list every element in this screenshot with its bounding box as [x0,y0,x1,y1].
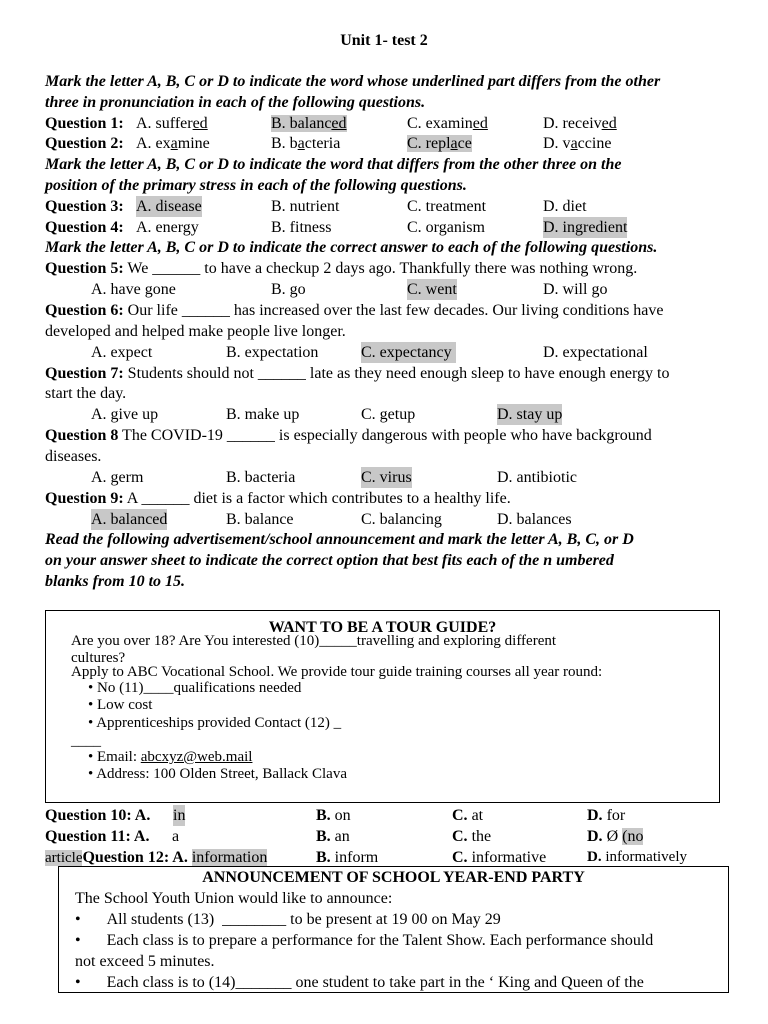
q8-option-b[interactable]: B. bacteria [226,469,296,486]
q6-option-d[interactable]: D. expectational [543,344,648,361]
q9-option-d[interactable]: D. balances [497,511,572,528]
q8-option-a[interactable]: A. germ [91,469,144,486]
announcement-item-2: • Each class is to prepare a performance for the Talent Show. Each performance should [75,932,654,949]
ad-bullet-1: • No (11)____qualifications needed [88,680,302,696]
q9-option-c[interactable]: C. balancing [361,511,442,528]
q5-option-a[interactable]: A. have gone [91,281,176,298]
instruction-reading-line2: on your answer sheet to indicate the correct option that best fits each of the n umbered [45,552,614,569]
q10-option-b[interactable]: B. on [316,807,351,824]
instruction-stress-line2: position of the primary stress in each of the following questions. [45,177,467,194]
question-12-row: articleQuestion 12: A. information [45,849,268,866]
q7-option-b[interactable]: B. make up [226,406,300,423]
instruction-pronunciation-line2: three in pronunciation in each of the following questions. [45,94,426,111]
q4-option-d[interactable]: D. ingredient [543,219,628,236]
question-11-label: Question 11: A. [45,828,150,845]
question-8-stem-cont: diseases. [45,448,102,465]
q3-option-d[interactable]: D. diet [543,198,587,215]
announcement-item-1: • All students (13) ________ to be present at 19 00 on May 29 [75,911,501,928]
q4-option-b[interactable]: B. fitness [271,219,332,236]
q4-option-c[interactable]: C. organism [407,219,485,236]
q1-option-d[interactable]: D. received [543,115,617,132]
q2-option-d[interactable]: D. vaccine [543,135,612,152]
q12-option-d[interactable]: D. informatively [587,849,687,865]
q5-option-b[interactable]: B. go [271,281,306,298]
question-8-stem: Question 8 The COVID-19 ______ is especially dangerous with people who have background [45,427,652,444]
q1-option-a[interactable]: A. suffered [136,115,208,132]
q3-option-c[interactable]: C. treatment [407,198,487,215]
instruction-reading-line3: blanks from 10 to 15. [45,573,186,590]
q7-option-c[interactable]: C. getup [361,406,416,423]
question-6-stem: Question 6: Our life ______ has increased over the last few decades. Our living conditions have [45,302,664,319]
ad-bullet-address: • Address: 100 Olden Street, Ballack Clava [88,766,347,782]
q11-option-d[interactable]: D. Ø (no [587,828,644,845]
q10-option-d[interactable]: D. for [587,807,626,824]
announcement-heading: ANNOUNCEMENT OF SCHOOL YEAR-END PARTY [202,869,585,886]
q12-option-c[interactable]: C. informative [452,849,547,866]
q3-option-b[interactable]: B. nutrient [271,198,340,215]
q9-option-b[interactable]: B. balance [226,511,294,528]
q5-option-c[interactable]: C. went [407,281,457,298]
ad-line-3: Apply to ABC Vocational School. We provide tour guide training courses all year round: [71,664,603,680]
q2-option-c[interactable]: C. replace [407,135,472,152]
q2-option-a[interactable]: A. examine [136,135,210,152]
ad-line-1: Are you over 18? Are You interested (10)_____travelling and exploring different [71,633,557,649]
question-7-stem: Question 7: Students should not ______ late as they need enough sleep to have enough energy to [45,365,670,382]
announcement-item-2-cont: not exceed 5 minutes. [75,953,215,970]
q1-option-c[interactable]: C. examined [407,115,488,132]
ad-line-2: cultures? [71,650,126,666]
q6-option-a[interactable]: A. expect [91,344,153,361]
question-3-label: Question 3: [45,198,124,215]
question-4-label: Question 4: [45,219,124,236]
question-2-label: Question 2: [45,135,124,152]
advertisement-heading: WANT TO BE A TOUR GUIDE? [268,619,497,636]
q9-option-a[interactable]: A. balanced [91,511,168,528]
q10-option-a[interactable]: in [173,807,186,824]
instruction-stress-line1: Mark the letter A, B, C or D to indicate the word that differs from the other three on the [45,156,622,173]
question-10-label: Question 10: A. [45,807,151,824]
q2-option-b[interactable]: B. bacteria [271,135,341,152]
ad-blank-line: ____ [71,733,101,749]
q11-option-b[interactable]: B. an [316,828,350,845]
q8-option-c[interactable]: C. virus [361,469,412,486]
q1-option-b[interactable]: B. balanced [271,115,347,132]
announcement-item-3: • Each class is to (14)_______ one student to take part in the ‘ King and Queen of the [75,974,644,991]
instruction-correct-answer: Mark the letter A, B, C or D to indicate the correct answer to each of the following questions. [45,239,658,256]
instruction-reading-line1: Read the following advertisement/school announcement and mark the letter A, B, C, or D [45,531,634,548]
question-5-stem: Question 5: We ______ to have a checkup 2 days ago. Thankfully there was nothing wrong. [45,260,638,277]
question-1-label: Question 1: [45,115,124,132]
q11-option-c[interactable]: C. the [452,828,492,845]
instruction-pronunciation-line1: Mark the letter A, B, C or D to indicate the word whose underlined part differs from the other [45,73,661,90]
q6-option-b[interactable]: B. expectation [226,344,319,361]
q8-option-d[interactable]: D. antibiotic [497,469,577,486]
page-title: Unit 1- test 2 [340,32,428,49]
question-7-stem-cont: start the day. [45,385,127,402]
q6-option-c[interactable]: C. expectancy [361,344,456,361]
q7-option-d[interactable]: D. stay up [497,406,563,423]
q3-option-a[interactable]: A. disease [136,198,202,215]
question-9-stem: Question 9: A ______ diet is a factor which contributes to a healthy life. [45,490,511,507]
ad-bullet-email: • Email: abcxyz@web.mail [88,749,253,765]
q5-option-d[interactable]: D. will go [543,281,608,298]
q12-option-a[interactable]: information [191,849,268,866]
ad-bullet-2: • Low cost [88,697,153,713]
q10-option-c[interactable]: C. at [452,807,484,824]
question-6-stem-cont: developed and helped make people live longer. [45,323,346,340]
q7-option-a[interactable]: A. give up [91,406,159,423]
q11-option-a[interactable]: a [168,828,180,845]
q4-option-a[interactable]: A. energy [136,219,199,236]
email-link[interactable]: abcxyz@web.mail [140,749,253,765]
announcement-intro: The School Youth Union would like to announce: [75,890,393,907]
q12-option-b[interactable]: B. inform [316,849,379,866]
ad-bullet-3: • Apprenticeships provided Contact (12) _ [88,715,342,731]
